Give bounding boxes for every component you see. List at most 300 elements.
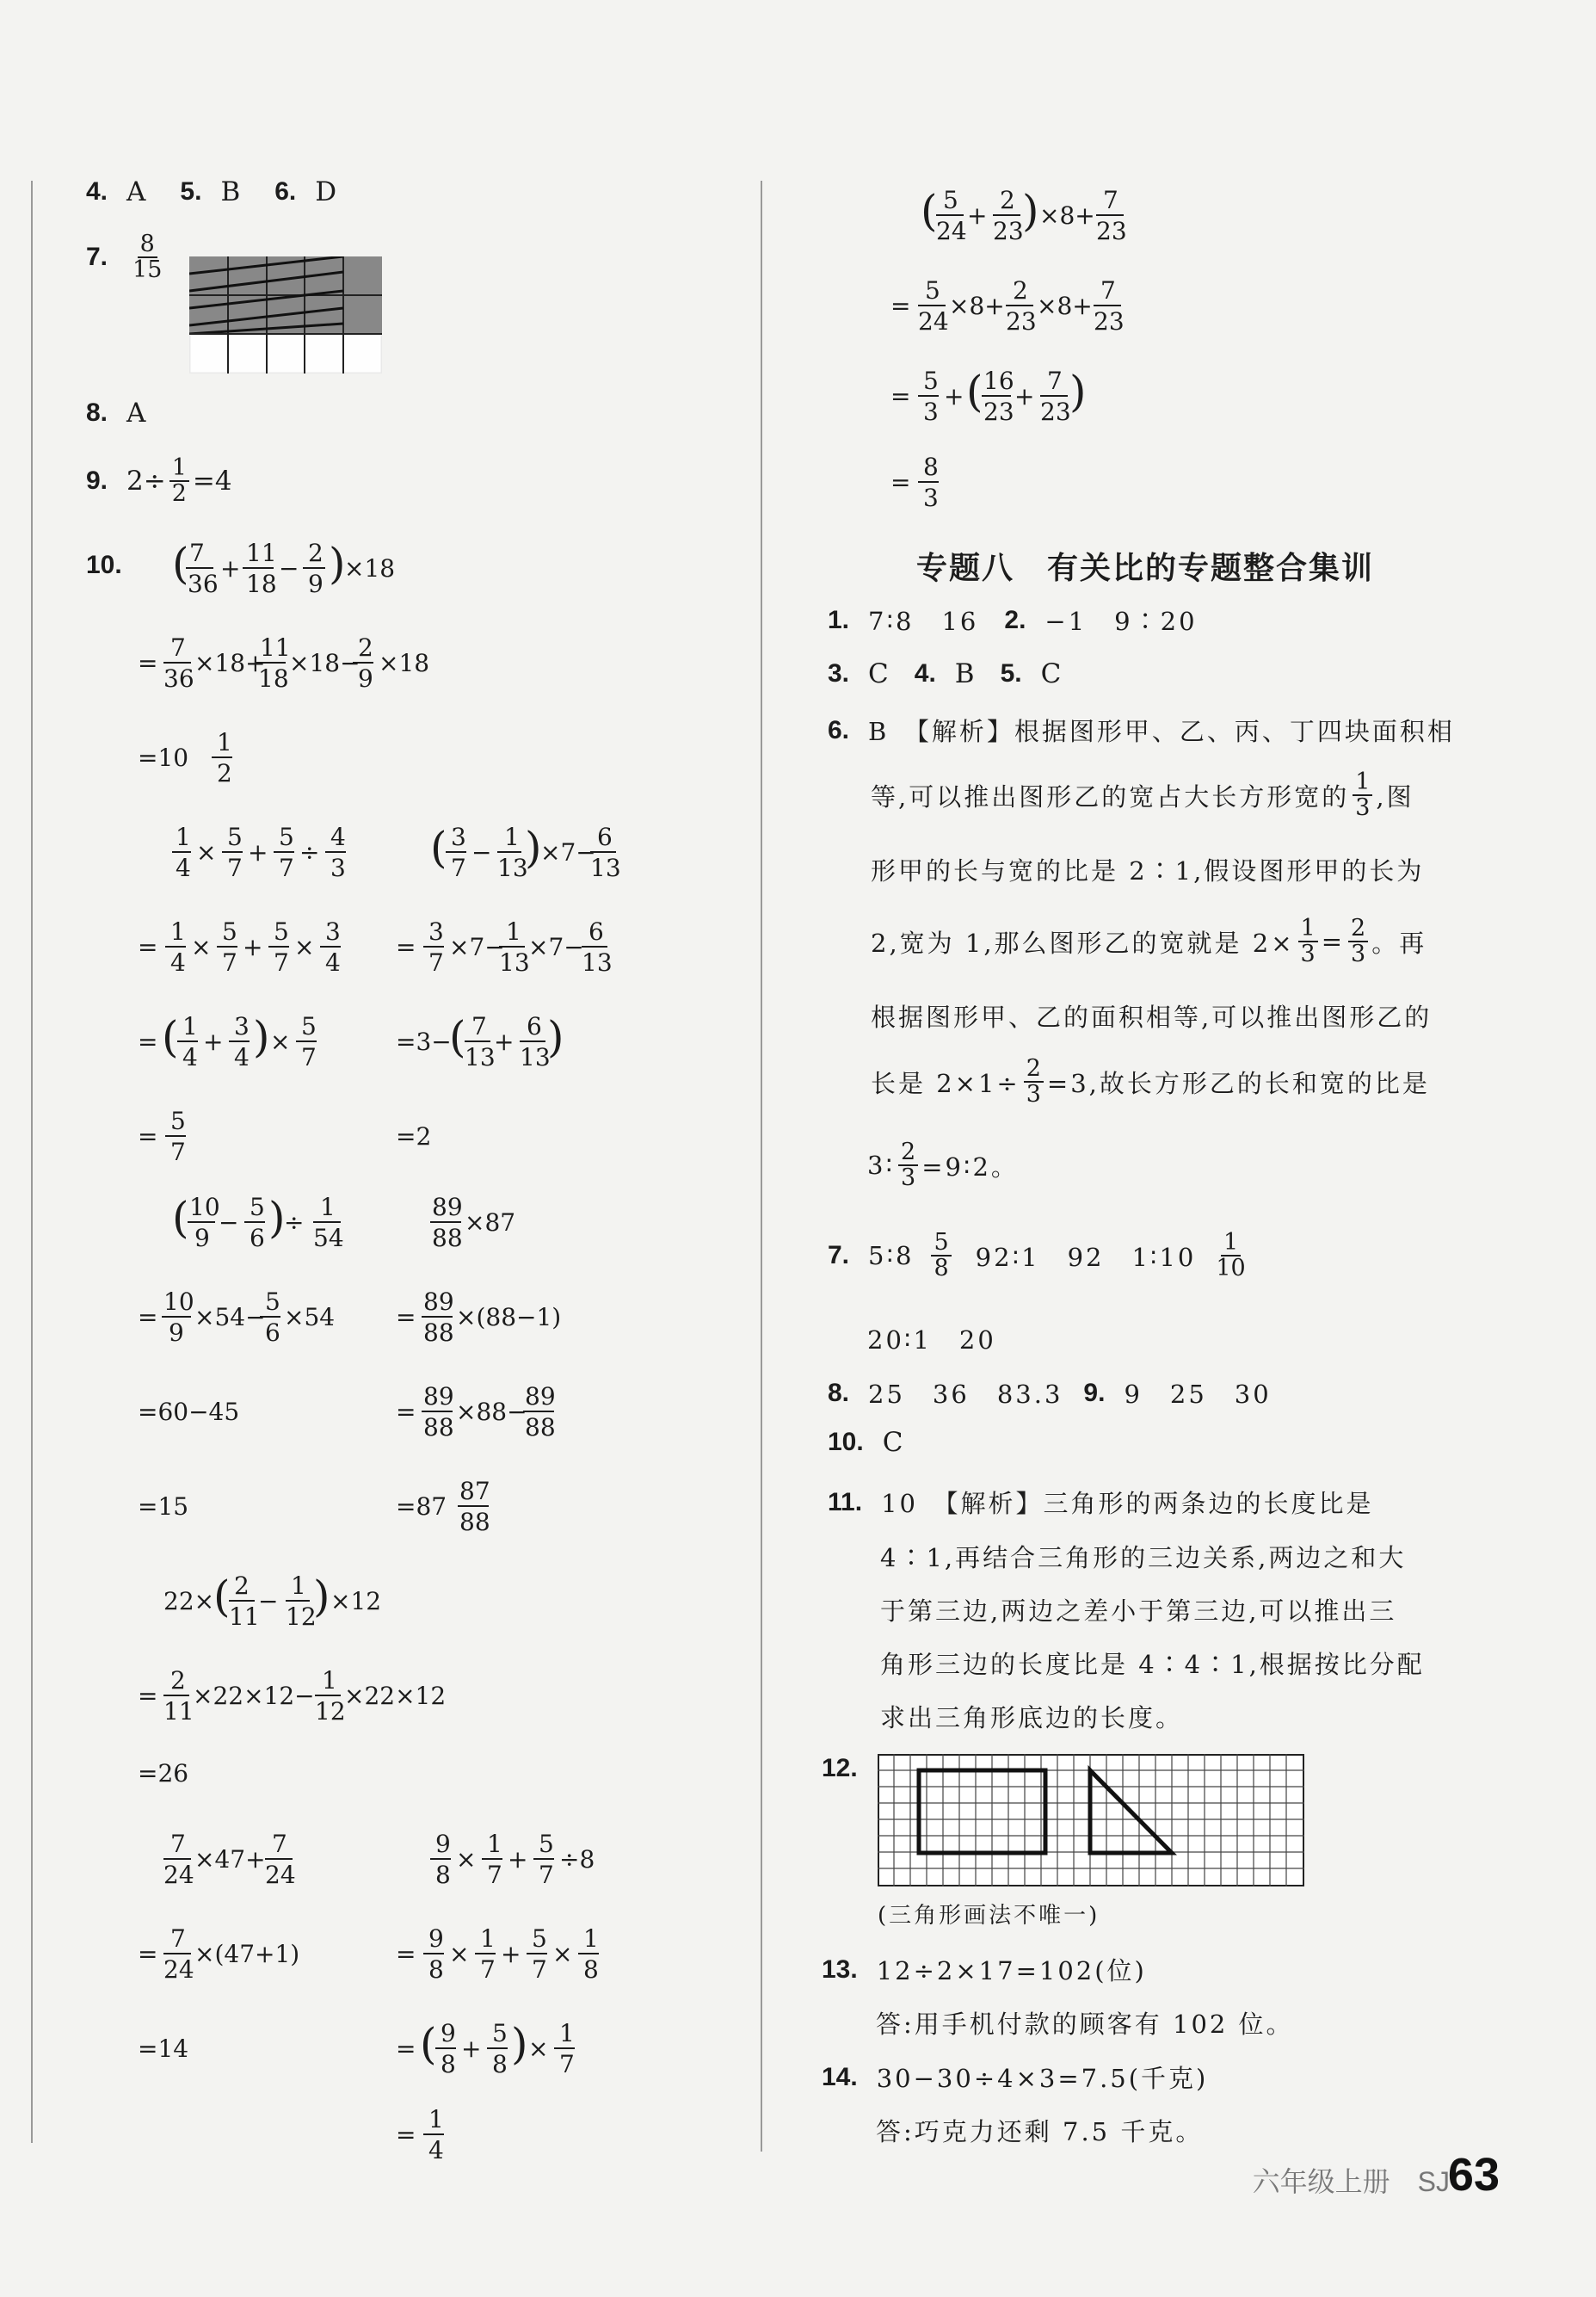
svg-text:3: 3	[330, 854, 346, 882]
svg-text:=14: =14	[138, 2035, 189, 2063]
svg-text:+: +	[944, 382, 964, 411]
fraction: $\frac{1}{3}$	[1298, 917, 1318, 967]
svg-text:5: 5	[222, 917, 237, 946]
svg-text:×: ×	[552, 1940, 573, 1968]
grid-drawing	[878, 1754, 1304, 1886]
text: 答:用手机付款的顾客有 102 位。	[876, 2010, 1294, 2039]
answer: A	[126, 176, 146, 207]
svg-text:2: 2	[1000, 186, 1015, 214]
svg-text:): )	[525, 823, 542, 873]
svg-text:2: 2	[308, 542, 324, 567]
svg-text:9: 9	[358, 664, 373, 693]
svg-text:11: 11	[163, 1697, 194, 1726]
svg-text:=: =	[890, 292, 911, 320]
svg-text:5: 5	[279, 823, 294, 851]
svg-text:=15: =15	[138, 1492, 189, 1521]
svg-text:89: 89	[423, 1287, 454, 1316]
fraction: $\frac{2}{3}$	[1024, 1057, 1044, 1108]
svg-text:×: ×	[196, 838, 217, 867]
answer: −1 9∶20	[1044, 607, 1198, 636]
svg-text:7: 7	[471, 1012, 487, 1040]
svg-text:+: +	[501, 1940, 521, 1968]
svg-text:2: 2	[358, 633, 373, 662]
svg-text:89: 89	[423, 1382, 454, 1411]
svg-text:5: 5	[539, 1830, 554, 1858]
svg-text:5: 5	[301, 1012, 317, 1040]
fraction: $\frac{1}{3}$	[1353, 770, 1372, 821]
svg-text:5: 5	[170, 1107, 186, 1135]
shaded-grid-figure	[189, 256, 382, 374]
svg-text:6: 6	[588, 917, 604, 946]
right-q14	[822, 2059, 1208, 2095]
svg-text:9: 9	[428, 1924, 444, 1953]
q-number: 7.	[86, 243, 108, 272]
svg-text:+: +	[494, 1028, 515, 1056]
svg-text:÷: ÷	[284, 1208, 305, 1237]
svg-text:7: 7	[189, 542, 205, 567]
svg-text:=26: =26	[138, 1759, 189, 1788]
svg-text:2: 2	[1013, 276, 1028, 305]
svg-text:7: 7	[1100, 276, 1116, 305]
svg-text:13: 13	[497, 854, 528, 882]
svg-text:7: 7	[559, 2050, 575, 2078]
svg-text:+: +	[508, 1845, 528, 1874]
svg-text:): )	[329, 542, 346, 589]
svg-text:+: +	[243, 933, 263, 961]
svg-text:1: 1	[504, 823, 520, 851]
q-number: 8.	[86, 398, 108, 427]
svg-text:7: 7	[428, 948, 444, 977]
fraction: $\frac{2}{3}$	[1348, 917, 1368, 967]
svg-text:4: 4	[330, 823, 346, 851]
svg-text:24: 24	[163, 1955, 194, 1984]
q-number: 8.	[828, 1378, 850, 1407]
svg-text:8: 8	[923, 453, 939, 481]
svg-text:4: 4	[182, 1043, 198, 1071]
svg-text:): )	[547, 1012, 564, 1062]
svg-text:1: 1	[170, 917, 186, 946]
left-q4-6	[86, 176, 336, 207]
q-number: 3.	[828, 659, 850, 688]
svg-text:2: 2	[170, 1666, 186, 1695]
svg-text:×18: ×18	[344, 554, 396, 583]
text: 形甲的长与宽的比是 2∶1,假设图形甲的长为	[871, 856, 1425, 886]
answer: C	[1040, 658, 1062, 689]
svg-text:13: 13	[499, 948, 530, 977]
svg-text:11: 11	[229, 1602, 260, 1631]
svg-text:×8+: ×8+	[1039, 201, 1095, 230]
svg-text:88: 88	[423, 1318, 454, 1347]
text: 等,可以推出图形乙的宽占大长方形宽的	[871, 781, 1350, 812]
q-number: 9.	[86, 466, 108, 496]
svg-text:): )	[313, 1571, 330, 1621]
q-number: 10.	[86, 551, 122, 579]
left-calculations	[129, 542, 749, 2160]
svg-text:23: 23	[993, 217, 1024, 245]
svg-text:88: 88	[525, 1413, 556, 1442]
left-q7	[86, 232, 168, 283]
svg-text:=60−45: =60−45	[138, 1398, 240, 1426]
svg-text:(: (	[430, 823, 447, 873]
svg-text:1: 1	[291, 1571, 306, 1600]
svg-text:×: ×	[294, 933, 315, 961]
column-divider	[761, 181, 762, 2152]
svg-text:5: 5	[923, 367, 939, 395]
q6-line2	[871, 770, 1414, 821]
answer: A	[126, 398, 146, 429]
text: 长是 2×1÷	[871, 1068, 1020, 1098]
svg-text:8: 8	[441, 2050, 456, 2078]
fraction: $\frac{1}{10}$	[1216, 1229, 1246, 1282]
svg-text:1: 1	[176, 823, 191, 851]
right-q8-9	[828, 1375, 1272, 1411]
svg-text:24: 24	[265, 1861, 296, 1889]
right-q6	[828, 713, 1455, 748]
svg-text:=: =	[396, 1398, 416, 1426]
svg-text:×(88−1): ×(88−1)	[456, 1303, 562, 1331]
svg-text:23: 23	[1040, 398, 1071, 426]
answer: 12÷2×17=102(位)	[876, 1956, 1147, 1985]
footer-grade: 六年级上册 SJ	[1252, 2166, 1450, 2197]
right-top-calculation	[886, 172, 1196, 534]
svg-text:23: 23	[1094, 307, 1125, 336]
svg-text:1: 1	[487, 1830, 502, 1858]
svg-text:=: =	[396, 2121, 416, 2149]
text: 于第三边,两边之差小于第三边,可以推出三	[880, 1596, 1397, 1626]
svg-text:7: 7	[539, 1861, 554, 1889]
svg-text:7: 7	[170, 1138, 186, 1166]
text: (三角形画法不唯一)	[878, 1903, 1100, 1929]
answer: C	[882, 1427, 903, 1458]
svg-text:×22×12: ×22×12	[344, 1682, 447, 1710]
q-number: 14.	[822, 2062, 858, 2091]
svg-text:8: 8	[435, 1861, 451, 1889]
svg-text:5: 5	[274, 917, 289, 946]
svg-text:6: 6	[250, 1224, 265, 1252]
svg-text:×18−: ×18−	[289, 649, 360, 677]
svg-text:=: =	[138, 1303, 158, 1331]
svg-text:23: 23	[1006, 307, 1037, 336]
svg-text:−: −	[219, 1208, 239, 1237]
fraction: $\frac{5}{8}$	[931, 1231, 951, 1281]
svg-text:=: =	[396, 933, 416, 961]
svg-text:6: 6	[597, 823, 613, 851]
svg-text:×7−: ×7−	[449, 933, 505, 961]
svg-text:5: 5	[265, 1287, 280, 1316]
svg-text:4: 4	[234, 1043, 250, 1071]
svg-text:36: 36	[163, 664, 194, 693]
text: 3∶	[867, 1151, 895, 1181]
svg-text:11: 11	[260, 633, 291, 662]
svg-text:6: 6	[265, 1318, 280, 1347]
svg-text:(: (	[921, 186, 938, 236]
q-number: 5.	[1000, 659, 1022, 688]
q-number: 1.	[828, 605, 850, 634]
svg-text:(: (	[162, 1012, 179, 1062]
svg-text:7: 7	[301, 1043, 317, 1071]
left-margin-line	[31, 181, 33, 2143]
svg-text:×12: ×12	[330, 1587, 382, 1615]
q-number: 6.	[274, 177, 297, 206]
expr: 2÷	[126, 466, 166, 497]
svg-text:2: 2	[234, 1571, 250, 1600]
svg-text:22×: 22×	[163, 1587, 215, 1615]
svg-text:(: (	[213, 1571, 231, 1621]
q11-line3	[880, 1592, 1396, 1627]
section-heading: 专题八 有关比的专题整合集训	[916, 550, 1375, 586]
right-q11	[828, 1485, 1373, 1520]
svg-text:36: 36	[188, 570, 219, 598]
q11-line4	[880, 1646, 1425, 1681]
svg-text:7: 7	[1103, 186, 1118, 214]
svg-text:3: 3	[923, 484, 939, 512]
right-q10	[828, 1427, 903, 1458]
svg-text:10: 10	[163, 1287, 194, 1316]
svg-text:=: =	[138, 1682, 158, 1710]
svg-text:8: 8	[428, 1955, 444, 1984]
svg-text:×: ×	[456, 1845, 477, 1874]
svg-text:): )	[1022, 186, 1039, 236]
q-number: 11.	[828, 1487, 863, 1516]
left-q8	[86, 398, 145, 429]
q-number: 10.	[828, 1428, 864, 1456]
svg-text:+: +	[967, 201, 988, 230]
svg-text:13: 13	[465, 1043, 496, 1071]
svg-text:23: 23	[983, 398, 1014, 426]
svg-text:4: 4	[428, 2136, 444, 2160]
text: 角形三边的长度比是 4∶4∶1,根据按比分配	[880, 1650, 1425, 1679]
answer: B 【解析】根据图形甲、乙、丙、丁四块面积相	[868, 717, 1455, 746]
svg-text:8: 8	[492, 2050, 508, 2078]
text: 2,宽为 1,那么图形乙的宽就是 2×	[871, 928, 1295, 958]
svg-text:7: 7	[532, 1955, 547, 1984]
svg-text:=87: =87	[396, 1492, 447, 1521]
svg-text:=: =	[396, 1303, 416, 1331]
svg-text:+: +	[220, 554, 241, 583]
svg-text:7: 7	[272, 1830, 287, 1858]
svg-text:9: 9	[169, 1318, 184, 1347]
svg-text:18: 18	[246, 570, 277, 598]
right-q3-5	[828, 658, 1061, 689]
svg-text:24: 24	[163, 1861, 194, 1889]
right-q13	[822, 1952, 1147, 1987]
answer: B	[220, 176, 241, 207]
svg-text:−: −	[258, 1587, 279, 1615]
svg-text:×: ×	[528, 2035, 549, 2063]
q-number: 12.	[822, 1754, 858, 1782]
svg-text:÷: ÷	[299, 838, 320, 867]
svg-text:=: =	[138, 1028, 158, 1056]
svg-text:×8+: ×8+	[949, 292, 1005, 320]
svg-text:(: (	[172, 542, 189, 589]
text: ,图	[1376, 781, 1414, 812]
svg-text:5: 5	[492, 2019, 508, 2047]
q-number: 6.	[828, 715, 850, 744]
svg-text:5: 5	[943, 186, 958, 214]
svg-text:=: =	[890, 468, 911, 497]
svg-text:(: (	[449, 1012, 466, 1062]
svg-text:=: =	[396, 1940, 416, 1968]
svg-text:=: =	[138, 649, 158, 677]
text: 根据图形甲、乙的面积相等,可以推出图形乙的	[871, 1003, 1433, 1032]
svg-text:9: 9	[308, 570, 324, 598]
svg-text:7: 7	[1047, 367, 1063, 395]
svg-text:×(47+1): ×(47+1)	[194, 1940, 300, 1968]
svg-text:×7−: ×7−	[540, 838, 596, 867]
text: 4∶1,再结合三角形的三边关系,两边之和大	[880, 1543, 1407, 1572]
svg-text:1: 1	[428, 2105, 444, 2133]
svg-text:1: 1	[322, 1666, 337, 1695]
svg-text:×7−: ×7−	[528, 933, 584, 961]
answer: D	[315, 176, 337, 207]
svg-text:×: ×	[270, 1028, 291, 1056]
svg-text:3: 3	[923, 398, 939, 426]
q-number: 2.	[1004, 605, 1026, 634]
svg-text:=: =	[138, 1122, 158, 1151]
svg-text:5: 5	[250, 1193, 265, 1221]
svg-text:88: 88	[423, 1413, 454, 1442]
svg-text:): )	[511, 2019, 528, 2069]
svg-text:12: 12	[286, 1602, 317, 1631]
right-q12	[822, 1754, 877, 1783]
svg-text:+: +	[461, 2035, 482, 2063]
svg-text:1: 1	[320, 1193, 336, 1221]
svg-text:×22×12−: ×22×12−	[193, 1682, 315, 1710]
svg-text:5: 5	[532, 1924, 547, 1953]
svg-text:4: 4	[170, 948, 186, 977]
svg-text:): )	[253, 1012, 270, 1062]
q7-line2	[867, 1321, 996, 1356]
svg-text:7: 7	[222, 948, 237, 977]
svg-text:−: −	[471, 838, 492, 867]
answer: 92∶1 92 1∶10	[975, 1242, 1197, 1272]
text: 答:巧克力还剩 7.5 千克。	[876, 2117, 1204, 2146]
svg-text:87: 87	[459, 1477, 490, 1505]
answer: 20∶1 20	[867, 1325, 996, 1355]
svg-text:÷8: ÷8	[559, 1845, 595, 1874]
svg-text:2: 2	[217, 759, 232, 787]
svg-text:1: 1	[506, 917, 521, 946]
svg-text:5: 5	[227, 823, 243, 851]
svg-text:=: =	[890, 382, 911, 411]
svg-text:(: (	[172, 1193, 189, 1243]
svg-text:−: −	[279, 554, 299, 583]
svg-text:24: 24	[936, 217, 967, 245]
q11-line2	[880, 1539, 1406, 1574]
svg-text:5: 5	[925, 276, 940, 305]
q-number: 13.	[822, 1954, 858, 1984]
svg-text:3: 3	[325, 917, 341, 946]
svg-text:=3−: =3−	[396, 1028, 452, 1056]
q6-line7	[867, 1140, 1019, 1191]
svg-text:): )	[1069, 367, 1087, 417]
svg-text:=: =	[138, 1940, 158, 1968]
svg-text:16: 16	[983, 367, 1014, 395]
answer: 10 【解析】三角形的两条边的长度比是	[881, 1489, 1374, 1518]
svg-text:×18+: ×18+	[194, 649, 266, 677]
q6-line3	[871, 852, 1424, 887]
svg-text:11: 11	[246, 542, 277, 567]
svg-text:+: +	[248, 838, 268, 867]
svg-text:6: 6	[527, 1012, 542, 1040]
svg-text:1: 1	[217, 728, 232, 756]
svg-text:1: 1	[583, 1924, 599, 1953]
svg-text:7: 7	[274, 948, 289, 977]
svg-text:7: 7	[170, 633, 186, 662]
svg-text:3: 3	[428, 917, 444, 946]
svg-text:+: +	[1014, 382, 1035, 411]
svg-text:7: 7	[227, 854, 243, 882]
svg-text:13: 13	[590, 854, 621, 882]
right-q7	[828, 1231, 1252, 1281]
svg-text:54: 54	[313, 1224, 344, 1252]
svg-text:=10: =10	[138, 744, 189, 772]
fraction: $\frac{2}{3}$	[898, 1140, 918, 1191]
svg-text:9: 9	[194, 1224, 210, 1252]
right-q1-2	[828, 602, 1198, 638]
svg-text:10: 10	[189, 1193, 220, 1221]
text: =3,故长方形乙的长和宽的比是	[1046, 1068, 1430, 1098]
svg-text:8: 8	[583, 1955, 599, 1984]
svg-text:3: 3	[234, 1012, 250, 1040]
svg-text:9: 9	[441, 2019, 456, 2047]
svg-text:7: 7	[170, 1830, 186, 1858]
q-number: 4.	[914, 659, 936, 688]
answer: 9 25 30	[1124, 1380, 1272, 1409]
q-number: 5.	[180, 177, 202, 206]
svg-text:13: 13	[582, 948, 613, 977]
q6-line5	[871, 998, 1432, 1034]
svg-text:7: 7	[451, 854, 466, 882]
q-number: 7.	[828, 1241, 850, 1270]
left-q9	[86, 456, 232, 507]
answer: 25 36 83.3	[868, 1380, 1063, 1409]
svg-text:(: (	[420, 2019, 437, 2069]
svg-text:×47+: ×47+	[194, 1845, 266, 1874]
page-number: 63	[1447, 2149, 1500, 2201]
answer: B	[954, 658, 975, 689]
text: 求出三角形底边的长度。	[880, 1703, 1184, 1732]
svg-text:(: (	[966, 367, 983, 417]
q14-answer	[876, 2113, 1203, 2148]
svg-text:88: 88	[459, 1508, 490, 1536]
svg-text:+: +	[203, 1028, 224, 1056]
svg-text:1: 1	[182, 1012, 198, 1040]
svg-text:×88−: ×88−	[456, 1398, 527, 1426]
svg-text:18: 18	[258, 664, 289, 693]
q13-answer	[876, 2005, 1294, 2041]
svg-text:89: 89	[432, 1193, 463, 1221]
svg-text:4: 4	[176, 854, 191, 882]
fraction: $\frac{1}{2}$	[169, 456, 189, 507]
svg-text:24: 24	[918, 307, 949, 336]
q12-note	[878, 1898, 1100, 1930]
svg-text:9: 9	[435, 1830, 451, 1858]
svg-text:89: 89	[525, 1382, 556, 1411]
q-number: 9.	[1083, 1378, 1106, 1407]
svg-text:7: 7	[170, 1924, 186, 1953]
svg-text:23: 23	[1096, 217, 1127, 245]
fraction: $\frac{8}{15}$	[132, 231, 163, 284]
svg-text:7: 7	[487, 1861, 502, 1889]
q11-line5	[880, 1699, 1183, 1734]
svg-text:4: 4	[325, 948, 341, 977]
answer: 30−30÷4×3=7.5(千克)	[876, 2064, 1209, 2093]
svg-text:): )	[268, 1193, 286, 1243]
svg-text:×87: ×87	[465, 1208, 516, 1237]
svg-text:×: ×	[449, 1940, 470, 1968]
svg-text:×54: ×54	[284, 1303, 336, 1331]
